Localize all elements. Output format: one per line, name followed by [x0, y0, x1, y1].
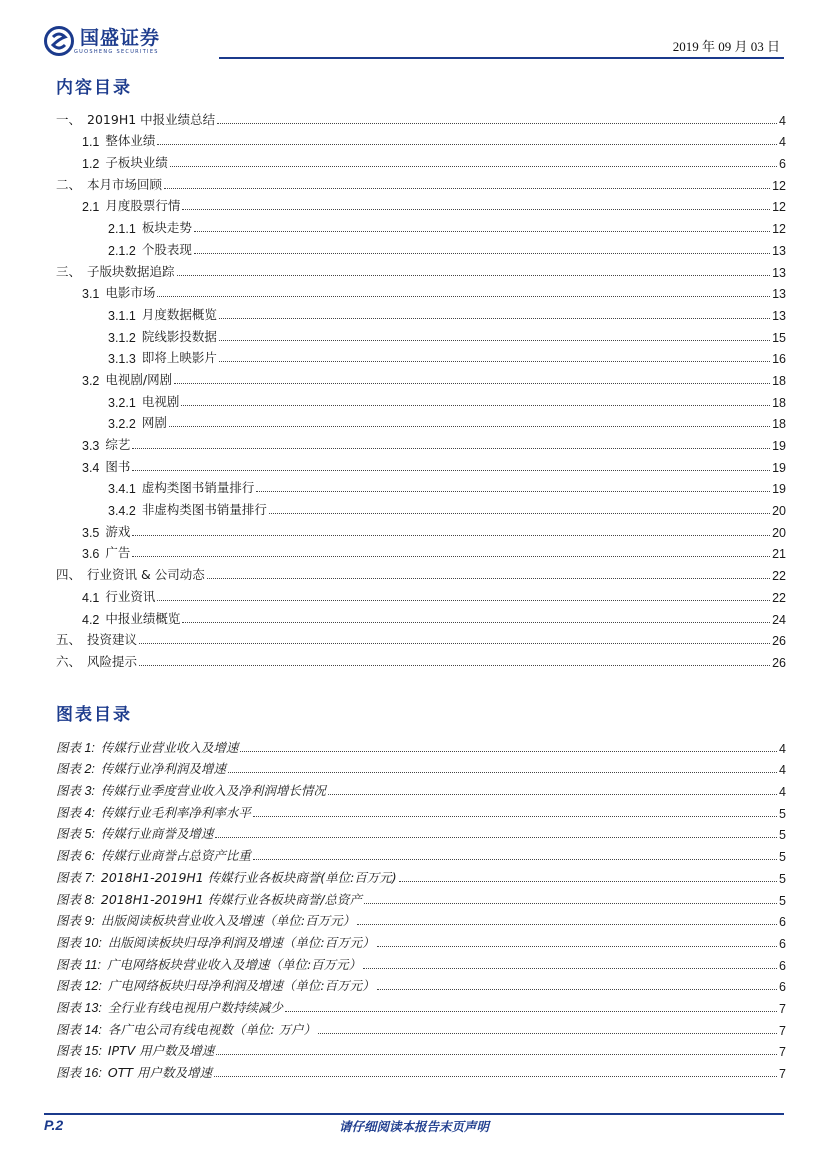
toc-entry[interactable] — [56, 193, 786, 215]
figure-entry-leader — [377, 946, 777, 947]
figure-entry-title: 2018H1-2019H1 传媒行业各板块商誉(单位:百万元) — [100, 869, 397, 885]
toc-entry-title: 电视剧 — [141, 393, 180, 409]
toc-entry[interactable] — [56, 518, 786, 540]
toc-entry-title: 电视剧/网剧 — [105, 371, 173, 387]
figure-entry-title: 广电网络板块营业收入及增速（单位:百万元） — [106, 956, 362, 972]
toc-entry-number: 3.1 — [82, 287, 100, 302]
figure-entry-leader — [216, 1054, 777, 1055]
figure-entry-title: 2018H1-2019H1 传媒行业各板块商誉/总资产 — [100, 891, 362, 907]
toc-entry-page: 26 — [772, 634, 786, 649]
toc-entry-number: 3.4.2 — [108, 504, 136, 519]
toc-entry-leader — [169, 426, 770, 427]
toc-entry-number: 2.1 — [82, 200, 100, 215]
figure-entry-number: 图表 14: — [56, 1022, 102, 1037]
figure-entry-number: 图表 10: — [56, 935, 102, 950]
figure-entry[interactable] — [56, 864, 786, 886]
figure-entry-number: 图表 15: — [56, 1044, 102, 1059]
toc-entry[interactable] — [56, 149, 786, 171]
toc-entry[interactable] — [56, 301, 786, 323]
figure-entry-page: 7 — [779, 1067, 786, 1081]
toc-entry-title: 子版块数据追踪 — [87, 263, 175, 279]
figure-entry-page: 6 — [779, 915, 786, 930]
figure-entry[interactable] — [56, 929, 786, 951]
toc-entry-number: 3.4 — [82, 460, 100, 475]
toc-entry-title: 月度股票行情 — [105, 198, 181, 214]
toc-entry-leader — [269, 513, 770, 514]
figure-entry[interactable] — [56, 951, 786, 973]
figure-entry-number: 图表 6: — [56, 849, 95, 864]
toc-entry-page: 19 — [772, 460, 786, 475]
figure-entry-number: 图表 8: — [56, 892, 95, 907]
toc-entry-leader — [207, 578, 770, 579]
toc-entry-title: 图书 — [105, 458, 131, 474]
figure-entry-number: 图表 1: — [56, 740, 95, 755]
page-number: P.2 — [44, 1117, 64, 1133]
toc-entry-title: 游戏 — [105, 523, 131, 539]
toc-entry-number: 3.1.3 — [108, 352, 136, 367]
toc-entry-title: 个股表现 — [141, 241, 192, 257]
figure-entry-leader — [214, 1076, 777, 1077]
toc-entry[interactable] — [56, 627, 786, 649]
toc-entry-page: 20 — [772, 525, 786, 540]
toc-entry-page: 24 — [772, 612, 786, 627]
figure-entry-title: IPTV 用户数及增速 — [107, 1043, 215, 1059]
figure-entry-page: 7 — [779, 1045, 786, 1060]
toc-entry-title: 综艺 — [105, 437, 131, 452]
toc-entry[interactable] — [56, 388, 786, 410]
figure-entry-title: 传媒行业季度营业收入及净利润增长情况 — [100, 783, 326, 799]
toc-entry-leader — [157, 296, 770, 297]
toc-entry-page: 13 — [772, 287, 786, 302]
figure-entry-page: 5 — [779, 871, 786, 886]
toc-entry[interactable] — [56, 366, 786, 388]
toc-entry-number: 3.3 — [82, 439, 100, 453]
toc-entry-number: 3.2.2 — [108, 417, 136, 432]
toc-entry-title: 行业资讯 & 公司动态 — [87, 567, 205, 583]
figure-entry[interactable] — [56, 1038, 786, 1060]
figure-entry-title: 传媒行业净利润及增速 — [100, 761, 226, 777]
figure-entry-page: 4 — [779, 763, 786, 778]
toc-entry-page: 4 — [779, 135, 786, 150]
toc-entry-number: 3.4.1 — [108, 482, 136, 497]
toc-entry[interactable] — [56, 496, 786, 518]
toc-entry-page: 13 — [772, 265, 786, 280]
toc-entry-page: 26 — [772, 655, 786, 670]
figure-entry-page: 5 — [779, 806, 786, 821]
toc-entry-title: 即将上映影片 — [141, 350, 217, 366]
toc-entry-leader — [139, 665, 770, 666]
figure-entry[interactable] — [56, 734, 786, 756]
toc-entry-page: 16 — [772, 352, 786, 367]
toc-entry-leader — [217, 123, 777, 124]
toc-entry-leader — [177, 275, 771, 276]
company-logo — [44, 26, 160, 56]
figure-entry[interactable] — [56, 842, 786, 864]
figure-entry-leader — [318, 1033, 777, 1034]
toc-entry-leader — [256, 491, 770, 492]
toc-entry-page: 18 — [772, 395, 786, 410]
toc-entry-title: 非虚构类图书销量排行 — [141, 502, 267, 518]
toc-entry[interactable] — [56, 323, 786, 345]
figure-entry-leader — [285, 1011, 777, 1012]
figure-entry[interactable] — [56, 756, 786, 778]
footer-divider — [44, 1113, 784, 1115]
toc-entry[interactable] — [56, 280, 786, 302]
toc-entry-title: 投资建议 — [87, 632, 138, 648]
toc-entry-number: 2.1.1 — [108, 222, 136, 237]
figure-entry[interactable] — [56, 777, 786, 799]
toc-entry-number: 六、 — [56, 654, 82, 669]
logo-text: 国盛证券 — [80, 26, 161, 49]
toc-entry-leader — [157, 144, 777, 145]
toc-entry-leader — [219, 318, 770, 319]
toc-list — [56, 106, 786, 670]
figure-entry-page: 4 — [779, 785, 786, 800]
figure-entry-number: 图表 11: — [56, 957, 101, 972]
toc-entry-leader — [132, 535, 770, 536]
toc-entry-page: 21 — [772, 547, 786, 562]
figure-entry-leader — [328, 794, 777, 795]
figure-entry-leader — [253, 816, 777, 817]
toc-entry[interactable] — [56, 410, 786, 432]
header-divider — [219, 57, 784, 59]
toc-entry[interactable] — [56, 561, 786, 583]
toc-entry-page: 19 — [772, 482, 786, 497]
toc-entry-title: 月度数据概览 — [141, 306, 217, 322]
toc-entry[interactable] — [56, 475, 786, 497]
page-header — [44, 26, 784, 60]
toc-entry-title: 板块走势 — [141, 220, 192, 236]
figure-entry-leader — [363, 968, 777, 969]
toc-entry[interactable] — [56, 605, 786, 627]
figure-entry-leader — [240, 751, 777, 752]
toc-entry-page: 12 — [772, 222, 786, 237]
toc-entry[interactable] — [56, 345, 786, 367]
toc-entry-leader — [219, 340, 770, 341]
figure-entry-page: 5 — [779, 893, 786, 908]
toc-entry-page: 19 — [772, 439, 786, 453]
figure-entry-title: 传媒行业毛利率净利率水平 — [100, 804, 251, 820]
toc-entry-title: 子板块业绩 — [105, 155, 168, 171]
figure-entry[interactable] — [56, 821, 786, 843]
figure-entry-leader — [215, 837, 777, 838]
toc-entry-number: 3.6 — [82, 547, 100, 562]
toc-entry-title: 整体业绩 — [105, 133, 156, 149]
toc-entry-number: 四、 — [56, 568, 82, 583]
toc-entry-number: 2.1.2 — [108, 243, 136, 258]
figure-entry-page: 5 — [779, 850, 786, 865]
toc-title: 内容目录 — [56, 78, 132, 98]
toc-entry-leader — [132, 448, 770, 449]
toc-entry-title: 风险提示 — [87, 653, 138, 669]
figure-entry-leader — [253, 859, 777, 860]
figure-entry-title: 出版阅读板块归母净利润及增速（单位:百万元） — [107, 934, 375, 950]
toc-entry-page: 4 — [779, 113, 786, 128]
figure-entry-page: 7 — [779, 1001, 786, 1016]
figure-list — [56, 734, 786, 1081]
toc-entry-title: 院线影投数据 — [141, 328, 217, 344]
toc-entry-leader — [139, 643, 770, 644]
toc-entry-number: 3.2.1 — [108, 395, 136, 410]
toc-entry-page: 13 — [772, 308, 786, 323]
figure-entry-title: 广电网络板块归母净利润及增速（单位:百万元） — [107, 978, 375, 994]
toc-entry-number: 3.2 — [82, 373, 100, 388]
toc-entry-leader — [182, 622, 770, 623]
figure-entry[interactable] — [56, 973, 786, 995]
toc-entry-number: 3.1.2 — [108, 330, 136, 345]
toc-entry-page: 22 — [772, 590, 786, 605]
toc-entry-title: 2019H1 中报业绩总结 — [87, 111, 216, 127]
figure-entry-leader — [228, 772, 777, 773]
toc-entry-page: 12 — [772, 178, 786, 193]
figure-entry-page: 4 — [779, 741, 786, 756]
figure-entry[interactable] — [56, 799, 786, 821]
toc-entry-leader — [194, 231, 770, 232]
toc-entry-number: 五、 — [56, 633, 82, 648]
figure-entry-number: 图表 5: — [56, 827, 95, 842]
figure-entry-title: 传媒行业商誉及增速 — [100, 826, 214, 842]
figure-entry-number: 图表 9: — [56, 914, 95, 929]
toc-entry-number: 一、 — [56, 112, 82, 127]
toc-entry-leader — [170, 166, 777, 167]
toc-entry[interactable] — [56, 128, 786, 150]
toc-entry-page: 15 — [772, 330, 786, 345]
toc-entry[interactable] — [56, 214, 786, 236]
figure-entry-leader — [357, 924, 777, 925]
figure-entry[interactable] — [56, 886, 786, 908]
figure-entry-leader — [399, 881, 777, 882]
toc-entry-leader — [164, 188, 770, 189]
toc-entry-leader — [219, 361, 770, 362]
toc-entry-leader — [157, 600, 770, 601]
toc-entry-title: 电影市场 — [105, 285, 156, 301]
toc-entry-page: 13 — [772, 243, 786, 258]
toc-entry-title: 虚构类图书销量排行 — [141, 480, 255, 496]
figure-entry[interactable] — [56, 994, 786, 1016]
toc-entry[interactable] — [56, 431, 786, 453]
figure-entry-page: 6 — [779, 958, 786, 973]
toc-entry-leader — [132, 556, 770, 557]
figure-entry-leader — [364, 903, 777, 904]
guosheng-logo-icon — [44, 26, 74, 56]
toc-entry[interactable] — [56, 258, 786, 280]
figure-entry-title: 全行业有线电视用户数持续减少 — [107, 999, 283, 1015]
figure-entry-number: 图表 4: — [56, 805, 95, 820]
toc-entry-number: 三、 — [56, 264, 82, 279]
figure-entry[interactable] — [56, 1016, 786, 1038]
figure-entry-number: 图表 7: — [56, 870, 95, 885]
figure-entry-title: 传媒行业营业收入及增速 — [100, 739, 239, 755]
toc-entry-page: 20 — [772, 504, 786, 519]
toc-entry-number: 3.5 — [82, 525, 100, 540]
figure-entry-title: 各广电公司有线电视数（单位: 万户） — [107, 1021, 317, 1037]
toc-entry-title: 中报业绩概览 — [105, 610, 181, 626]
toc-entry-page: 18 — [772, 417, 786, 432]
toc-entry[interactable] — [56, 236, 786, 258]
toc-entry[interactable] — [56, 453, 786, 475]
toc-entry-number: 4.1 — [82, 590, 100, 605]
figure-entry-title: 出版阅读板块营业收入及增速（单位:百万元） — [100, 913, 356, 929]
toc-entry[interactable] — [56, 171, 786, 193]
figure-list-title: 图表目录 — [56, 705, 132, 725]
toc-entry-title: 网剧 — [141, 415, 167, 431]
toc-entry-leader — [181, 405, 770, 406]
figure-entry-page: 5 — [779, 828, 786, 843]
toc-entry-number: 二、 — [56, 177, 82, 192]
figure-entry-page: 6 — [779, 980, 786, 995]
toc-entry[interactable] — [56, 583, 786, 605]
disclaimer-note: 请仔细阅读本报告末页声明 — [338, 1119, 489, 1134]
toc-entry-page: 6 — [779, 157, 786, 172]
toc-entry-title: 广告 — [105, 545, 131, 561]
figure-entry-title: 传媒行业商誉占总资产比重 — [100, 848, 251, 864]
figure-entry[interactable] — [56, 908, 786, 930]
toc-entry[interactable] — [56, 106, 786, 128]
page-footer — [44, 1113, 784, 1134]
figure-entry-number: 图表 13: — [56, 1000, 102, 1015]
logo-subtitle: GUOSHENG SECURITIES — [74, 48, 159, 55]
toc-entry[interactable] — [56, 648, 786, 670]
toc-entry-page: 22 — [772, 569, 786, 584]
toc-entry-leader — [194, 253, 770, 254]
toc-entry-page: 12 — [772, 200, 786, 215]
figure-entry-title: OTT 用户数及增速 — [107, 1065, 212, 1080]
toc-entry-title: 本月市场回顾 — [87, 176, 163, 192]
figure-entry-number: 图表 2: — [56, 762, 95, 777]
toc-entry-number: 4.2 — [82, 612, 100, 627]
toc-entry-number: 3.1.1 — [108, 308, 136, 323]
toc-entry-leader — [132, 470, 770, 471]
report-date: 2019 年 09 月 03 日 — [672, 39, 780, 54]
toc-entry[interactable] — [56, 540, 786, 562]
figure-entry-page: 6 — [779, 936, 786, 951]
toc-entry-page: 18 — [772, 373, 786, 388]
figure-entry-leader — [377, 989, 777, 990]
toc-entry-number: 1.2 — [82, 157, 100, 172]
toc-entry-leader — [174, 383, 770, 384]
figure-entry-page: 7 — [779, 1023, 786, 1038]
toc-entry-number: 1.1 — [82, 135, 100, 150]
figure-entry[interactable] — [56, 1059, 786, 1081]
figure-entry-number: 图表 16: — [56, 1066, 102, 1080]
toc-entry-title: 行业资讯 — [105, 588, 156, 604]
figure-entry-number: 图表 12: — [56, 979, 102, 994]
figure-entry-number: 图表 3: — [56, 784, 95, 799]
toc-entry-leader — [182, 209, 770, 210]
